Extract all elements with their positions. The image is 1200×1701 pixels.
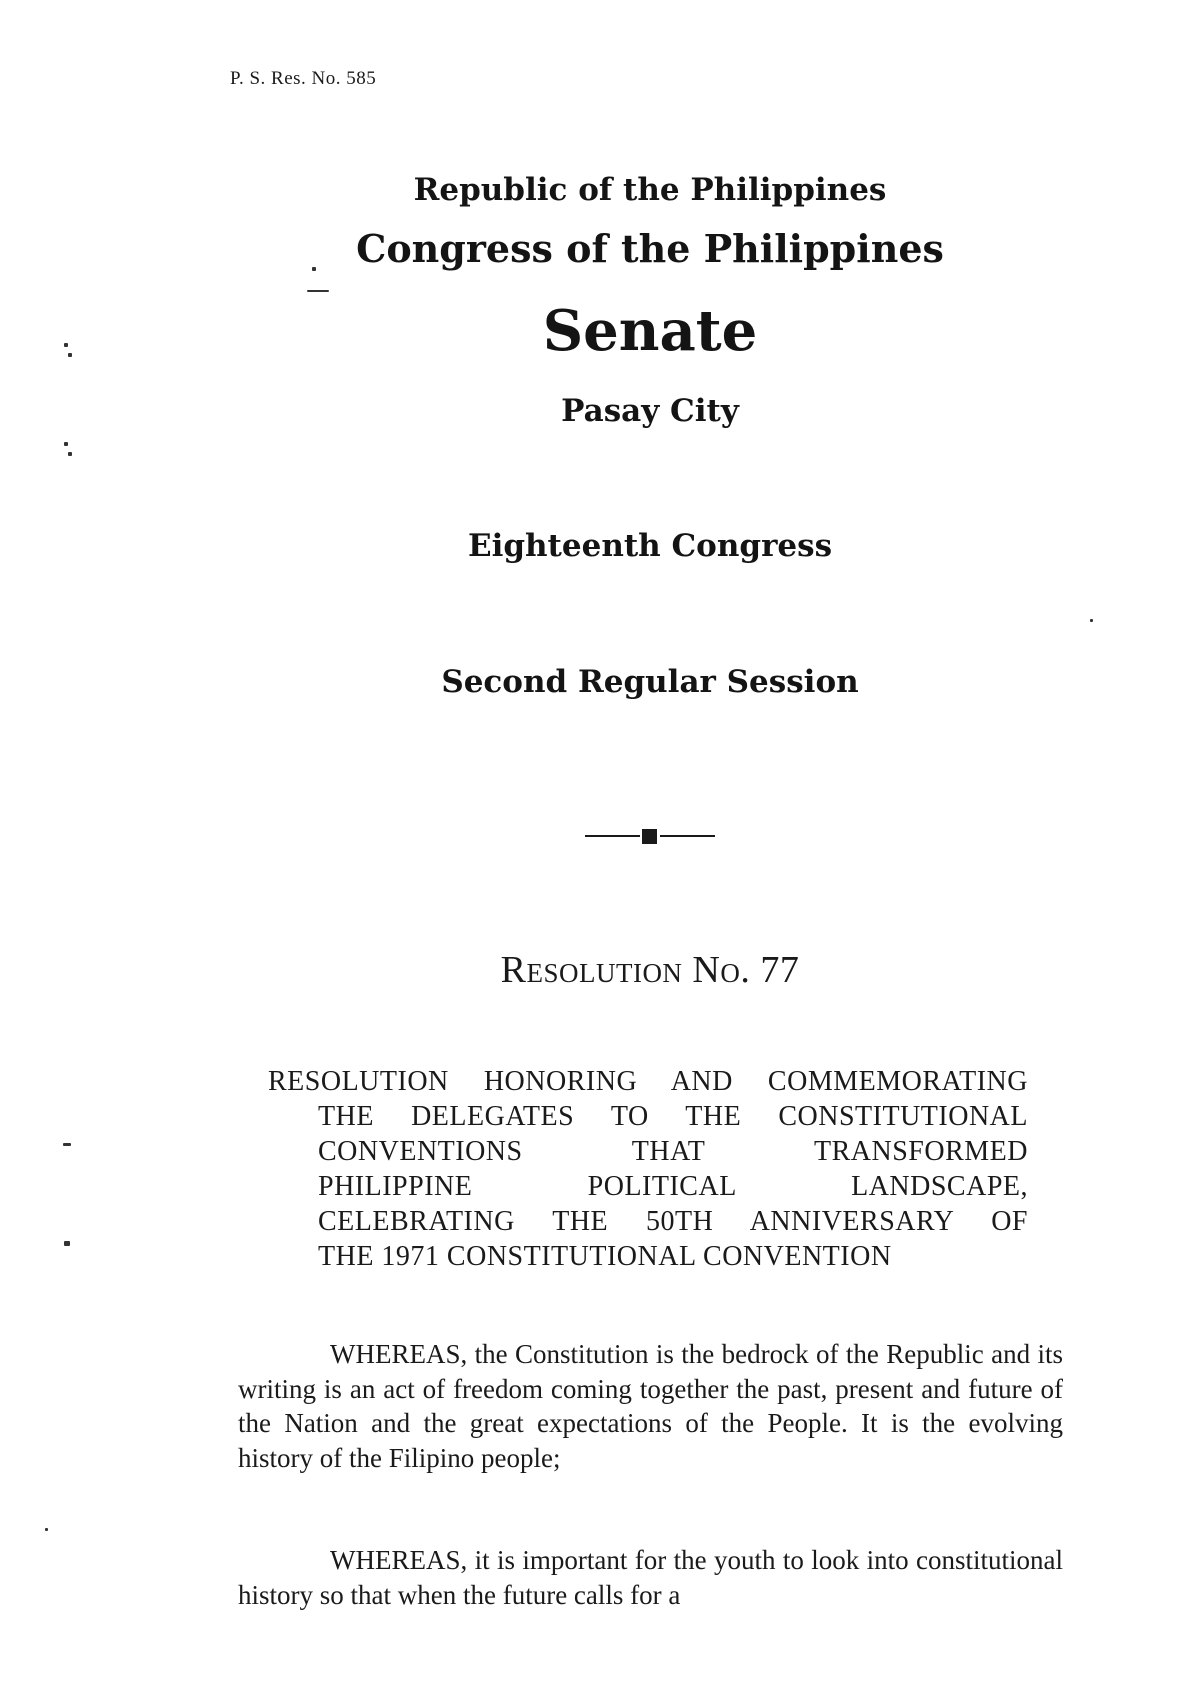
- resolution-number: Resolution No. 77: [500, 949, 800, 991]
- resolution-code: P. S. Res. No. 585: [230, 68, 377, 89]
- title-line-1: RESOLUTION HONORING AND COMMEMORATING: [268, 1066, 1028, 1097]
- whereas-text-1: the Constitution is the bedrock of the Republic and its writing is an act of freedom coming together the past, present and future of the Nation and the great expectations of the People. It is the evolving history of the Filipino people;: [238, 1339, 1063, 1473]
- scan-speck: [63, 1143, 71, 1146]
- whereas-lead-1: WHEREAS,: [330, 1339, 468, 1369]
- scan-speck: [64, 442, 68, 446]
- republic-heading: Republic of the Philippines: [413, 172, 887, 208]
- scan-speck: [307, 290, 329, 292]
- divider-square-icon: [642, 829, 657, 844]
- scan-speck: [68, 353, 72, 357]
- title-line-6: THE 1971 CONSTITUTIONAL CONVENTION: [318, 1241, 892, 1272]
- title-line-4: PHILIPPINE POLITICAL LANDSCAPE,: [318, 1171, 1028, 1202]
- divider-line-left: [585, 835, 640, 837]
- title-line-2: THE DELEGATES TO THE CONSTITUTIONAL: [318, 1101, 1028, 1132]
- whereas-paragraph-1: [238, 1337, 1063, 1475]
- congress-number-heading: Eighteenth Congress: [467, 528, 833, 564]
- resolution-title: [268, 1064, 1028, 1274]
- divider-line-right: [660, 835, 715, 837]
- scan-speck: [45, 1528, 48, 1531]
- senate-heading: Senate: [542, 298, 758, 364]
- scan-speck: [64, 1241, 70, 1246]
- scan-speck: [64, 343, 68, 347]
- scan-speck: [68, 452, 72, 456]
- whereas-paragraph-2: [238, 1543, 1063, 1612]
- session-heading: Second Regular Session: [441, 664, 859, 700]
- divider-ornament: [585, 828, 715, 844]
- title-line-3: CONVENTIONS THAT TRANSFORMED: [318, 1136, 1028, 1167]
- whereas-lead-2: WHEREAS,: [330, 1545, 468, 1575]
- city-heading: Pasay City: [561, 393, 739, 429]
- title-line-5: CELEBRATING THE 50TH ANNIVERSARY OF: [318, 1206, 1028, 1237]
- scan-speck: [1090, 619, 1093, 622]
- congress-heading: Congress of the Philippines: [356, 226, 944, 271]
- whereas-text-2: it is important for the youth to look into constitutional history so that when the future calls for a: [238, 1545, 1064, 1610]
- scan-speck: [312, 267, 316, 271]
